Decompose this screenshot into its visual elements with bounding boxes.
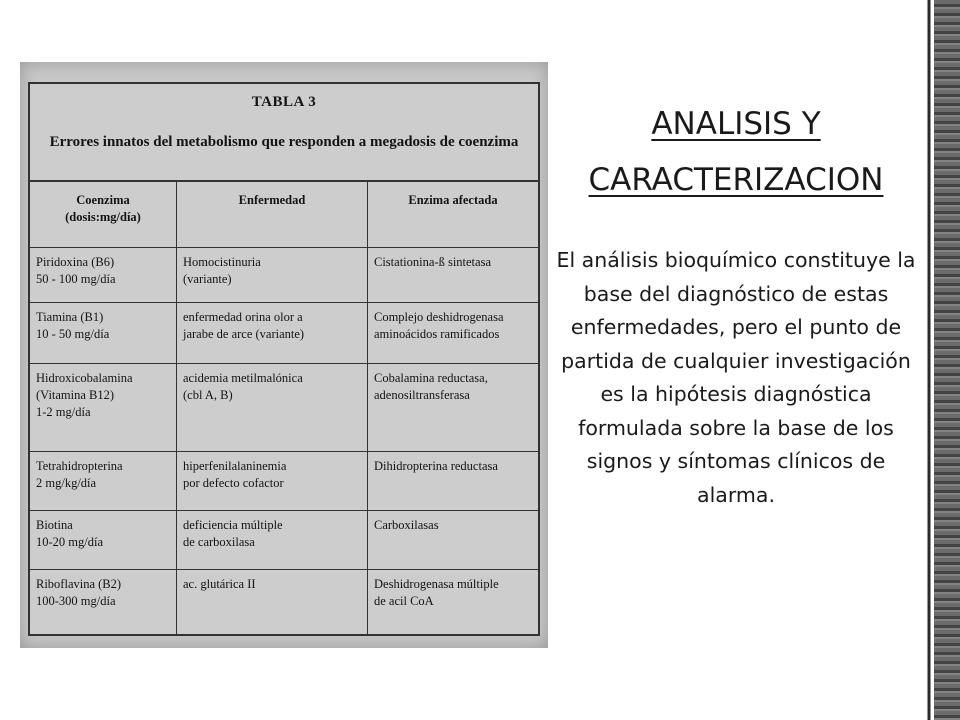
table-cell: Complejo deshidrogenasa aminoácidos ramificados <box>368 303 538 364</box>
table-cell: Riboflavina (B2) 100-300 mg/día <box>30 570 177 634</box>
table-cell: Tetrahidropterina 2 mg/kg/día <box>30 452 177 511</box>
table-image <box>20 62 548 648</box>
table-frame <box>28 82 540 636</box>
table-cell: Piridoxina (B6) 50 - 100 mg/día <box>30 248 177 303</box>
table-cell: ac. glutárica II <box>177 570 368 634</box>
table-cell: Dihidropterina reductasa <box>368 452 538 511</box>
table-title: Errores innatos del metabolismo que responden a megadosis de coenzima <box>49 134 519 150</box>
table-grid <box>30 182 538 634</box>
table-cell: Hidroxicobalamina (Vitamina B12) 1-2 mg/día <box>30 364 177 452</box>
table-cell: enfermedad orina olor a jarabe de arce (variante) <box>177 303 368 364</box>
table-cell: Homocistinuria (variante) <box>177 248 368 303</box>
table-cell: Carboxilasas <box>368 511 538 570</box>
slide-title <box>548 96 924 208</box>
table-cell: hiperfenilalaninemia por defecto cofactor <box>177 452 368 511</box>
table-cell: Deshidrogenasa múltiple de acil CoA <box>374 577 499 608</box>
header-enfermedad: Enfermedad <box>177 182 368 248</box>
slide-title-text: ANALISIS Y CARACTERIZACION <box>588 106 884 198</box>
table-cell: Tiamina (B1) 10 - 50 mg/día <box>30 303 177 364</box>
slide-body: El análisis bioquímico constituye la base del diagnóstico de estas enfermedades, pero el punto de partida de cualquier investigación es la hipótesis diagnóstica formulada sobre la base de los signos y síntomas clínicos de alarma. <box>556 248 916 507</box>
table-cell: deficiencia múltiple de carboxilasa <box>177 511 368 570</box>
table-cell: Cobalamina reductasa, adenosiltransferasa <box>368 364 538 452</box>
table-cell: acidemia metilmalónica (cbl A, B) <box>177 364 368 452</box>
table-cell: Biotina 10-20 mg/día <box>30 511 177 570</box>
decorative-edge-texture <box>934 0 960 720</box>
table-cell: Cistationina-ß sintetasa <box>368 248 538 303</box>
table-label: TABLA 3 <box>251 94 317 110</box>
header-coenzima: Coenzima (dosis:mg/día) <box>30 182 177 248</box>
header-enzima: Enzima afectada <box>368 182 538 248</box>
